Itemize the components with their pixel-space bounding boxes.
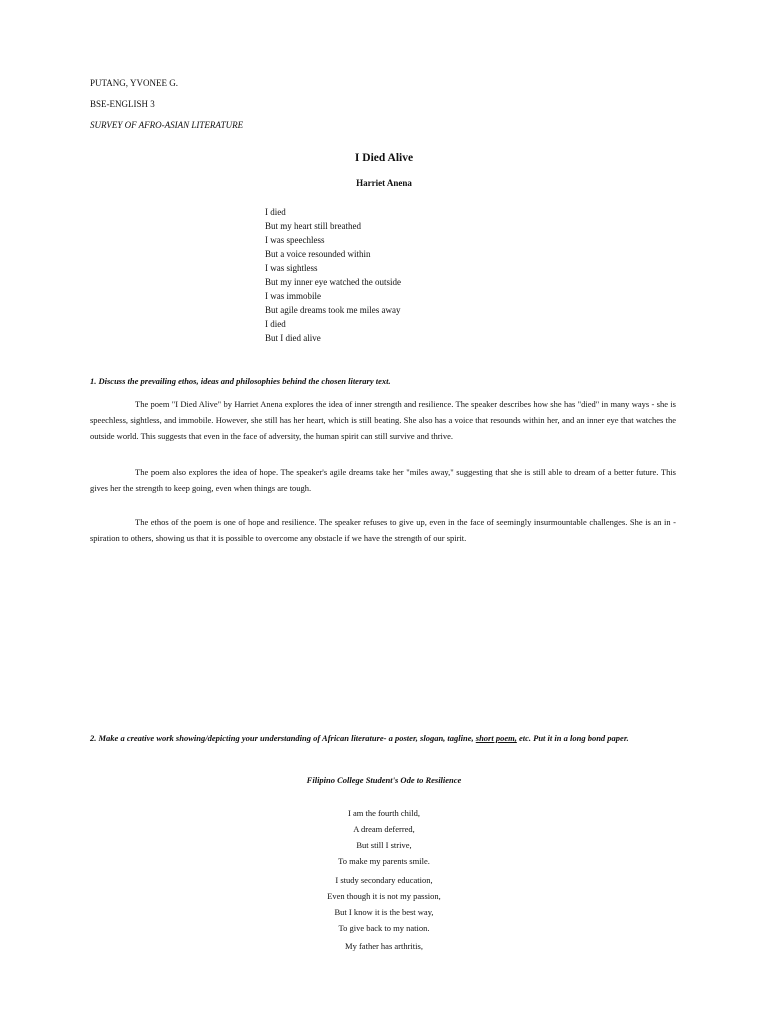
- ode-title: Filipino College Student's Ode to Resilience: [306, 775, 462, 785]
- poem-line: I was immobile: [265, 291, 321, 301]
- question-2-text-end: etc. Put it in a long bond paper.: [516, 733, 629, 743]
- ode-line: I am the fourth child,: [348, 808, 420, 818]
- poem-line: But I died alive: [265, 333, 321, 343]
- answer-paragraph-1: The poem "I Died Alive" by Harriet Anena explores the idea of inner strength and resilience. The speaker describes how she has "died" in many ways - she is speechless, sightless, and immobile. However, she still has her heart, which is still beating. She also has a voice that resounds within her, and an inner eye that watches the outside world. This suggests that even in the face of adversity, the human spirit can still survive and thrive.: [90, 399, 676, 441]
- ode-stanza-1: [0, 805, 768, 869]
- ode-line: Even though it is not my passion,: [327, 891, 441, 901]
- poem-line: I was speechless: [265, 235, 325, 245]
- answer-paragraph-3: The ethos of the poem is one of hope and resilience. The speaker refuses to give up, even in the face of seemingly insurmountable challenges. She is an in - spiration to others, showing us that it is possible to overcome any obstacle if we have the strength of our spirit.: [90, 517, 676, 543]
- course-label: BSE-ENGLISH 3: [90, 99, 155, 109]
- ode-stanza-3: [0, 938, 768, 954]
- poem-line: I died: [265, 207, 286, 217]
- student-name: PUTANG, YVONEE G.: [90, 78, 178, 88]
- ode-line: But still I strive,: [356, 840, 412, 850]
- ode-line: I study secondary education,: [335, 875, 433, 885]
- poem-line: I died: [265, 319, 286, 329]
- question-2-text: 2. Make a creative work showing/depicting your understanding of African literature- a poster, slogan, tagline,: [90, 733, 476, 743]
- ode-line: To give back to my nation.: [338, 923, 430, 933]
- answer-paragraph-2: The poem also explores the idea of hope. The speaker's agile dreams take her "miles away," suggesting that she is still able to dream of a better future. This gives her the strength to keep going, even when things are tough.: [90, 467, 676, 493]
- poem-line: But agile dreams took me miles away: [265, 305, 401, 315]
- poem-line: I was sightless: [265, 263, 318, 273]
- poem-line: But a voice resounded within: [265, 249, 371, 259]
- ode-stanza-2: [0, 872, 768, 936]
- question-1-prompt: 1. Discuss the prevailing ethos, ideas and philosophies behind the chosen literary text.: [90, 376, 391, 386]
- question-2-underlined: short poem,: [475, 733, 517, 743]
- poem-title: I Died Alive: [354, 152, 414, 164]
- question-2-prompt: [90, 733, 629, 743]
- ode-line: But I know it is the best way,: [334, 907, 434, 917]
- poem-author: Harriet Anena: [356, 178, 412, 188]
- ode-line: My father has arthritis,: [345, 941, 423, 951]
- ode-line: A dream deferred,: [353, 824, 415, 834]
- poem-line: But my inner eye watched the outside: [265, 277, 401, 287]
- poem-line: But my heart still breathed: [265, 221, 361, 231]
- subject-label: SURVEY OF AFRO-ASIAN LITERATURE: [90, 120, 244, 130]
- poem-body: [265, 205, 401, 345]
- ode-line: To make my parents smile.: [338, 856, 430, 866]
